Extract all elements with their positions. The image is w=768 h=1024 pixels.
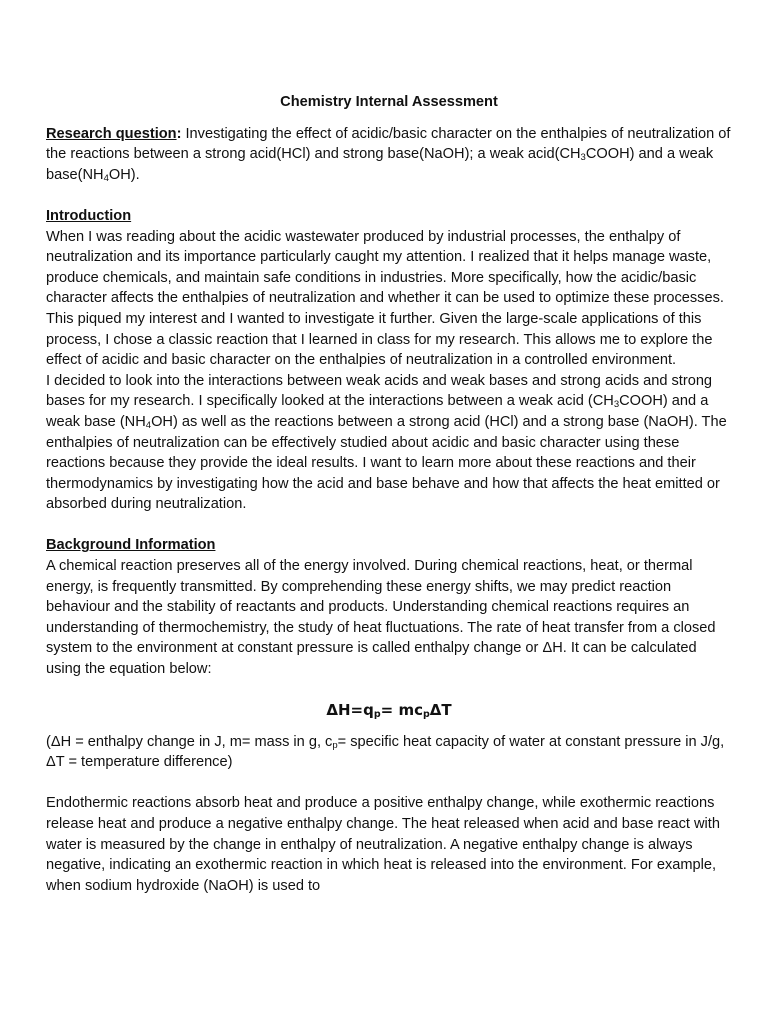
background-section [46, 535, 732, 896]
equation-legend-text-b: = specific heat capacity of water at constant pressure in J/g, ΔT = temperature difference) [46, 733, 725, 771]
introduction-paragraph-2-text-a: I decided to look into the interactions between weak acids and weak bases and strong acids and strong bases for my research. I specifically looked at the interactions between a weak acid (CH [46, 372, 713, 410]
introduction-paragraph-2 [46, 371, 732, 515]
research-question-text-2: COOH) and a weak base(NH [46, 146, 714, 183]
equation-sub-1: p [373, 708, 381, 720]
research-question-text-1: Investigating the effect of acidic/basic character on the enthalpies of neutralization of the reactions between a strong acid(HCl) and strong base(NaOH); a weak acid(CH [46, 125, 731, 163]
background-paragraph-1: A chemical reaction preserves all of the energy involved. During chemical reactions, heat, or thermal energy, is frequently transmitted. By comprehending these energy shifts, we may predict reaction behaviour and the stability of reactants and products. Understanding chemical reactions requires an understanding of thermochemistry, the study of heat fluctuations. The rate of heat transfer from a closed system to the environment at constant pressure is called enthalpy change or ΔH. It can be calculated using the equation below: [46, 558, 716, 678]
equation-part-1: ΔH=q [326, 700, 374, 719]
introduction-section [46, 206, 732, 515]
equation-part-3: ΔT [429, 700, 452, 719]
enthalpy-equation [46, 698, 732, 722]
research-question-heading: Research question [46, 125, 177, 142]
background-paragraph-2: Endothermic reactions absorb heat and produce a positive enthalpy change, while exothermic reactions release heat and produce a negative enthalpy change. The heat released when acid and base react with water is measured by the change in enthalpy of neutralization. A negative enthalpy change is always negative, indicating an exothermic reaction in which heat is released into the environment. For example, when sodium hydroxide (NaOH) is used to [46, 795, 720, 894]
introduction-paragraph-2-sub-2: 4 [145, 419, 152, 431]
introduction-heading: Introduction [46, 207, 132, 224]
equation-part-2: = mc [380, 700, 423, 719]
equation-sub-2: p [422, 708, 430, 720]
equation-legend [46, 732, 732, 773]
research-question-sub-2: 4 [103, 172, 109, 184]
introduction-paragraph-1: When I was reading about the acidic wastewater produced by industrial processes, the enthalpy of neutralization and its importance particularly caught my attention. I realized that it helps manage waste, produce chemicals, and maintain safe conditions in industries. More specifically, how the acidic/basic character affects the enthalpies of neutralization and whether it can be used to optimize these processes. This piqued my interest and I wanted to investigate it further. Given the large-scale applications of this process, I chose a classic reaction that I learned in class for my research. This allows me to explore the effect of acidic and basic character on the enthalpies of neutralization in a controlled environment. [46, 228, 724, 369]
research-question [46, 124, 732, 186]
equation-legend-sub: p [332, 739, 338, 751]
research-question-sub-1: 3 [580, 152, 586, 164]
background-heading: Background Information [46, 537, 216, 554]
equation-legend-text-a: (ΔH = enthalpy change in J, m= mass in g, c [46, 733, 333, 750]
research-question-colon: : [176, 125, 182, 142]
research-question-text-3: OH). [108, 166, 140, 183]
introduction-paragraph-2-sub-1: 3 [613, 399, 620, 411]
introduction-paragraph-2-text-c: OH) as well as the reactions between a strong acid (HCl) and a strong base (NaOH). The enthalpies of neutralization can be effectively studied about acidic and basic character using these reactions because they provide the ideal results. I want to learn more about these reactions and their thermodynamics by investigating how the acid and base behave and how that affects the heat emitted or absorbed during neutralization. [46, 413, 727, 513]
introduction-paragraph-2-text-b: COOH) and a weak base (NH [46, 393, 709, 430]
document-page [46, 92, 732, 896]
page-title: Chemistry Internal Assessment [280, 94, 498, 110]
